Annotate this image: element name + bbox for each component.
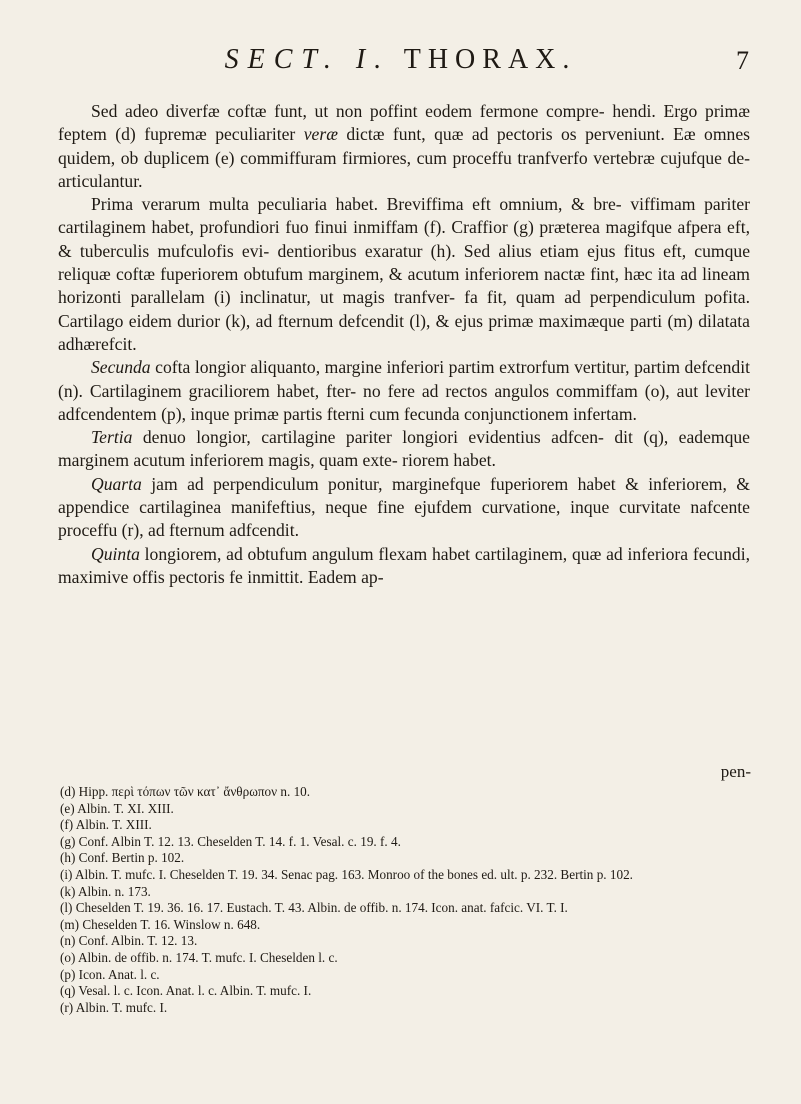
footnote-g: (g) Conf. Albin T. 12. 13. Cheselden T. 14. f. 1. Vesal. c. 19. f. 4.	[60, 833, 401, 849]
footnote-l: (l) Cheselden T. 19. 36. 16. 17. Eustach. T. 43. Albin. de offib. n. 174. Icon. anat. fafcic. VI. T. I.	[60, 900, 568, 916]
footnote-k: (k) Albin. n. 173.	[60, 883, 151, 899]
footnote-p: (p) Icon. Anat. l. c.	[60, 966, 160, 982]
footnote-d: (d) Hipp. περὶ τόπων τῶν κατ᾽ ἄνθρωπον n. 10.	[60, 784, 311, 799]
footnote-m: (m) Cheselden T. 16. Winslow n. 648.	[60, 916, 261, 932]
section-title: THORAX.	[403, 44, 577, 75]
footnote-q: (q) Vesal. l. c. Icon. Anat. l. c. Albin. T. mufc. I.	[60, 983, 312, 999]
page-number: 7	[736, 46, 749, 75]
paragraph-1: Sed adeo diverfæ coftæ funt, ut non poffint eodem fermone compre- hendi. Ergo primæ feptem (d) fupremæ peculiariter veræ dictæ funt, quæ ad pectoris os perveniunt. Eæ omnes quidem, ob duplicem (e) commiffuram firmiores, cum proceffu tranfverfo vertebræ cujufque de- articulantur.	[58, 101, 750, 191]
paragraph-2: Prima verarum multa peculiaria habet. Breviffima eft omnium, & bre- viffimam pariter cartilaginem habet, profundiori fuo finui inmiffam (f). Craffior (g) præterea magifque afpera eft, & tuberculis mufculofis evi- dentioribus exaratur (h). Sed alius etiam ejus fitus eft, cumque reliquæ coftæ fuperiorem obtufum marginem, & acutum inferiorem nactæ fint, hæc ita ad lineam horizonti parallelam (i) inclinatur, ut magis tranfver- fa fit, quam ad perpendiculum pofita. Cartilago eidem durior (k), ad fternum defcendit (l), & ejus primæ maximæque parti (m) dilatata adhærefcit.	[58, 194, 750, 354]
running-head	[0, 44, 801, 76]
footnote-o: (o) Albin. de offib. n. 174. T. mufc. I. Cheselden l. c.	[60, 949, 338, 965]
footnote-r: (r) Albin. T. mufc. I.	[60, 999, 168, 1015]
footnote-h: (h) Conf. Bertin p. 102.	[60, 850, 185, 866]
footnote-f: (f) Albin. T. XIII.	[60, 817, 152, 833]
paragraph-6: Quinta longiorem, ad obtufum angulum flexam habet cartilaginem, quæ ad inferiora fecundi, maximive offis pectoris fe inmittit. Eadem ap-	[58, 543, 750, 587]
footnote-i: (i) Albin. T. mufc. I. Cheselden T. 19. 34. Senac pag. 163. Monroo of the bones ed. ult. p. 232. Bertin p. 102.	[60, 866, 633, 882]
page-header	[0, 44, 801, 84]
paragraph-3: Secunda cofta longior aliquanto, margine inferiori partim extrorfum vertitur, partim defcendit (n). Cartilaginem graciliorem habet, fter- no fere ad rectos angulos commiffam (o), aut leviter adfcendentem (p), inque primæ partis fterni cum fecunda conjunctionem infertam.	[58, 357, 751, 424]
catchword: pen-	[720, 762, 751, 781]
footnote-e: (e) Albin. T. XI. XIII.	[60, 800, 174, 816]
footnotes	[60, 784, 752, 1016]
footnote-n: (n) Conf. Albin. T. 12. 13.	[60, 933, 198, 949]
section-label: SECT. I.	[224, 44, 391, 75]
paragraph-4: Tertia denuo longior, cartilagine pariter longiori evidentius adfcen- dit (q), eademque marginem acutum inferiorem magis, quam exte- riorem habet.	[58, 427, 750, 471]
paragraph-5: Quarta jam ad perpendiculum ponitur, marginefque fuperiorem habet & inferiorem, & appendice cartilaginea manifeftius, neque fine ejufdem curvatione, inque curvitate nafcente proceffu (r), ad fternum adfcendit.	[58, 473, 750, 541]
main-text	[58, 100, 750, 589]
